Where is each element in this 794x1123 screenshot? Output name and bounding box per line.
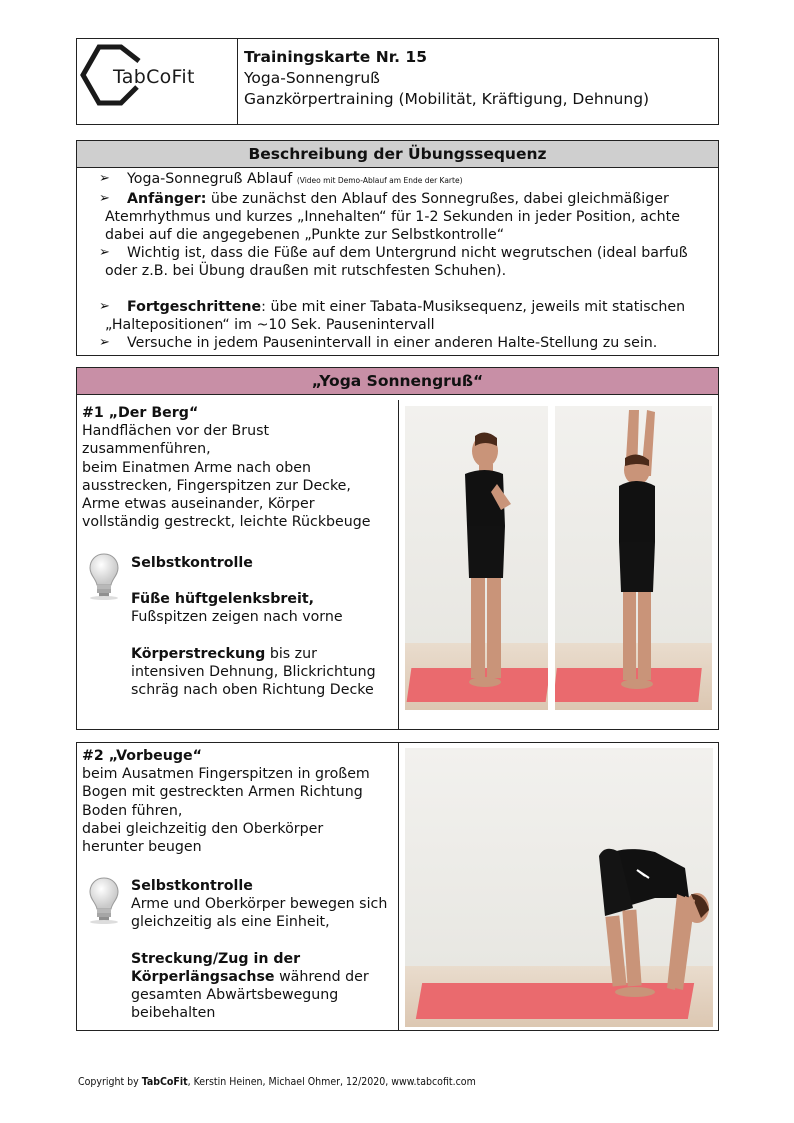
photo-mountain-pose-arms-up xyxy=(555,406,712,710)
person-forward-bend-figure xyxy=(405,748,713,1027)
exercise-2-title: #2 „Vorbeuge“ xyxy=(82,748,202,764)
check-point-text: Fußspitzen zeigen nach vorne xyxy=(131,609,343,626)
list-item xyxy=(77,244,712,280)
photo-mountain-pose-start xyxy=(405,406,548,710)
check-point-text: Arme und Oberkörper bewegen sich gleichzeitig als eine Einheit, xyxy=(131,896,388,931)
photo-forward-bend xyxy=(405,748,713,1027)
self-check-heading: Selbstkontrolle xyxy=(131,555,253,571)
footer-prefix: Copyright by xyxy=(78,1076,142,1088)
bullet-text: Yoga-Sonnegruß Ablauf xyxy=(127,171,293,187)
bullet-text: Wichtig ist, dass die Füße auf dem Untergrund nicht wegrutschen (ideal barfuß oder z.B. bei Übung draußen mit rutschfesten Schuhen). xyxy=(105,245,688,279)
lightbulb-icon xyxy=(87,876,121,924)
logo xyxy=(77,39,238,124)
check-point-bold: Streckung/Zug in der Körperlängsachse xyxy=(131,950,301,985)
card-header xyxy=(76,38,719,125)
exercise-1-instructions: Handflächen vor der Brust zusammenführen, beim Einatmen Arme nach oben ausstrecken, Fingerspitzen zur Decke, Arme etwas auseinander, Körper vollständig gestreckt, leichte Rückbeuge xyxy=(82,423,371,531)
list-item xyxy=(77,170,712,190)
beginner-label: Anfänger: xyxy=(127,191,207,207)
list-item xyxy=(77,298,712,334)
arrow-bullet-icon: ➢ xyxy=(99,191,110,206)
exercise-2-instructions: beim Ausatmen Fingerspitzen in großem Bogen mit gestreckten Armen Richtung Boden führen, dabei gleichzeitig den Oberkörper herunter beugen xyxy=(82,766,370,856)
check-point-bold: Füße hüftgelenksbreit, xyxy=(131,591,315,608)
lightbulb-icon xyxy=(87,552,121,600)
arrow-bullet-icon: ➢ xyxy=(99,335,110,350)
exercise-1-text xyxy=(77,400,399,729)
bullet-text: : übe mit einer Tabata-Musiksequenz, jeweils mit statischen „Haltepositionen“ im ~10 Sek. Pausenintervall xyxy=(105,299,686,333)
bullet-text: übe zunächst den Ablauf des Sonnegrußes, dabei gleichmäßiger Atemrhythmus und kurzes „Innehalten“ für 1-2 Sekunden in jeder Position, achte dabei auf die angegebenen „Punkte zur Selbstkontrolle“ xyxy=(105,191,680,243)
card-title: Trainingskarte Nr. 15 xyxy=(244,48,427,66)
arrow-bullet-icon: ➢ xyxy=(99,171,110,186)
exercise-2-text xyxy=(77,743,399,1030)
list-item xyxy=(77,190,712,244)
footer-rest: , Kerstin Heinen, Michael Ohmer, 12/2020, www.tabcofit.com xyxy=(187,1076,476,1088)
card-category: Ganzkörpertraining (Mobilität, Kräftigung, Dehnung) xyxy=(244,90,650,108)
check-point-text: bis zur intensiven Dehnung, Blickrichtung schräg nach oben Richtung Decke xyxy=(131,645,376,699)
check-point-text: während der gesamten Abwärtsbewegung beibehalten xyxy=(131,968,369,1022)
description-heading: Beschreibung der Übungssequenz xyxy=(77,141,718,168)
person-standing-figure xyxy=(405,406,548,710)
video-note: (Video mit Demo-Ablauf am Ende der Karte) xyxy=(296,176,463,185)
exercise-1-title: #1 „Der Berg“ xyxy=(82,405,199,421)
description-box xyxy=(76,140,719,356)
advanced-label: Fortgeschrittene xyxy=(127,299,262,315)
person-arms-up-figure xyxy=(555,406,712,710)
bullet-text: Versuche in jedem Pausenintervall in einer anderen Halte-Stellung zu sein. xyxy=(127,335,658,351)
check-point-bold: Körperstreckung xyxy=(131,645,266,662)
card-subtitle: Yoga-Sonnengruß xyxy=(244,69,380,87)
section-heading: „Yoga Sonnengruß“ xyxy=(77,368,718,395)
list-item xyxy=(77,334,712,352)
description-list xyxy=(77,170,712,352)
arrow-bullet-icon: ➢ xyxy=(99,299,110,314)
copyright-footer xyxy=(78,1076,476,1088)
self-check-heading: Selbstkontrolle xyxy=(131,878,253,894)
exercise-1-box xyxy=(76,367,719,730)
arrow-bullet-icon: ➢ xyxy=(99,245,110,260)
footer-brand: TabCoFit xyxy=(141,1076,188,1088)
logo-text: TabCoFit xyxy=(113,66,195,88)
exercise-2-box xyxy=(76,742,719,1031)
